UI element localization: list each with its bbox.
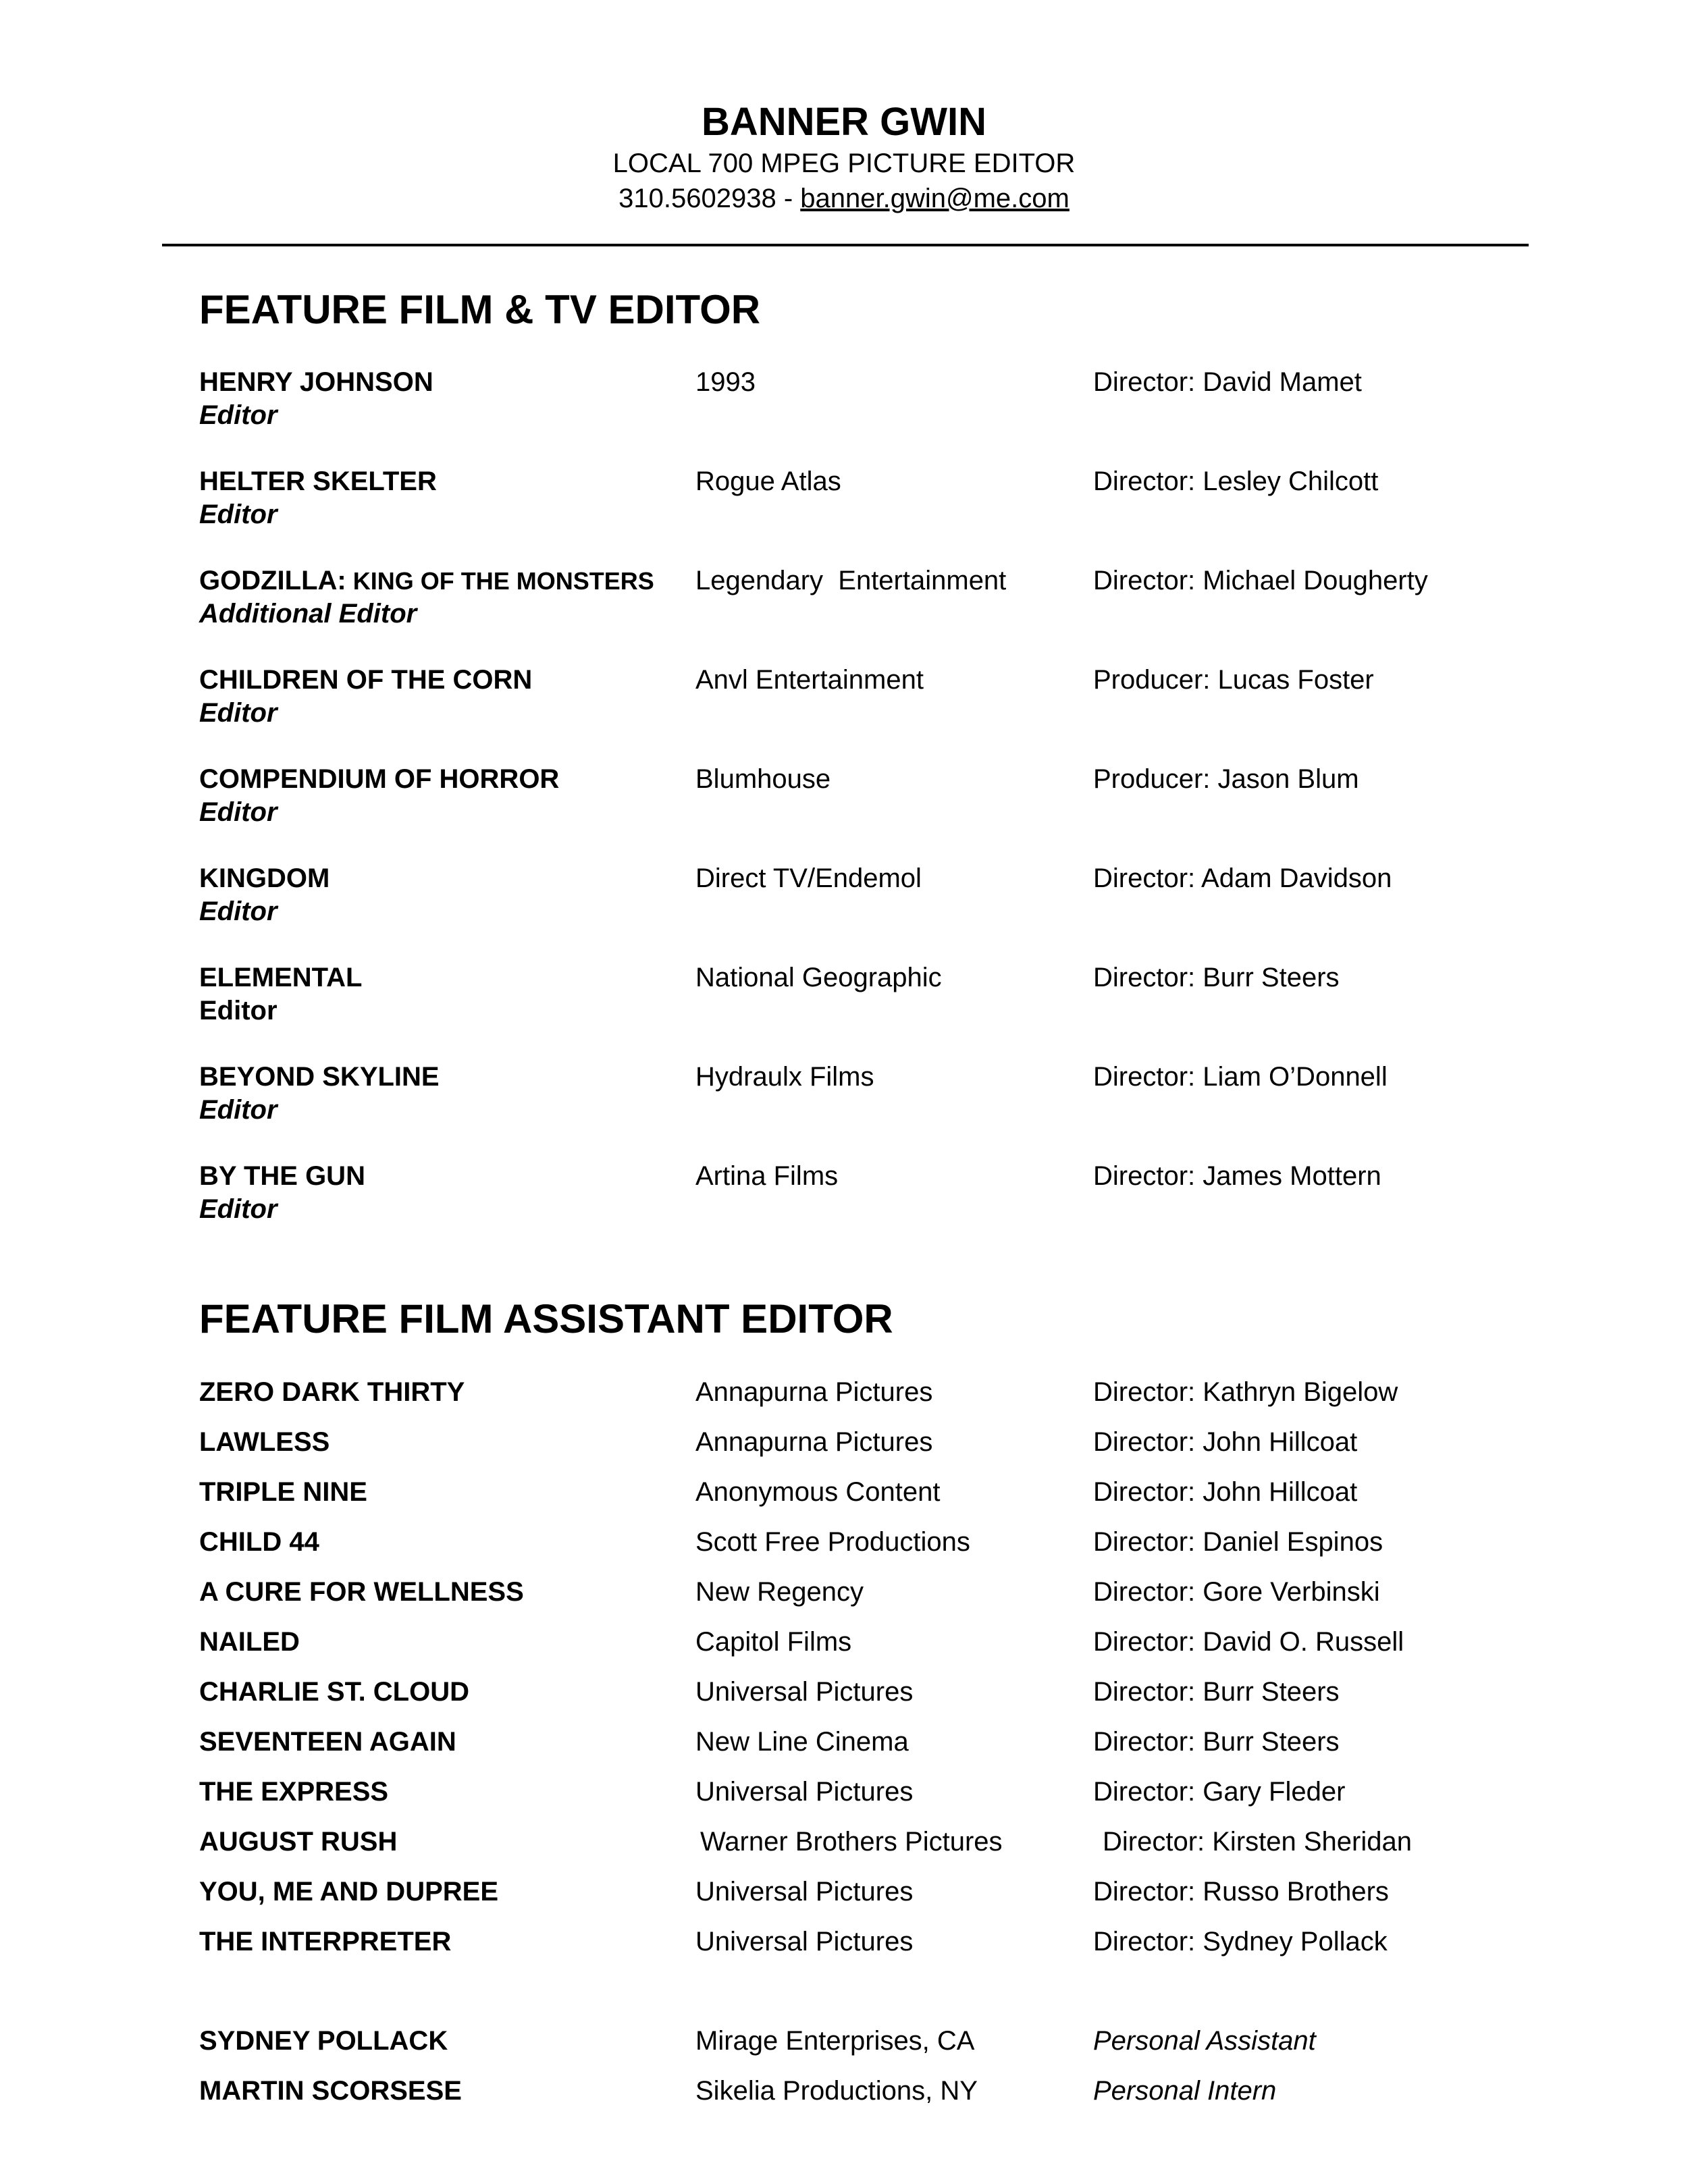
film-title: SEVENTEEN AGAIN xyxy=(199,1727,456,1757)
film-credit: Producer: Lucas Foster xyxy=(1093,665,1374,695)
editor-entry xyxy=(199,664,1516,738)
film-title: BY THE GUN xyxy=(199,1161,365,1191)
film-credit: Producer: Jason Blum xyxy=(1093,764,1359,794)
film-company: Anvl Entertainment xyxy=(695,665,924,695)
contact-line xyxy=(0,181,1688,216)
personal-row xyxy=(199,2073,1516,2108)
editor-entry xyxy=(199,763,1516,837)
employer-role: Personal Assistant xyxy=(1093,2026,1316,2056)
film-company: Annapurna Pictures xyxy=(695,1427,933,1457)
assistant-row xyxy=(199,1474,1516,1510)
film-title-main: GODZILLA: xyxy=(199,566,346,595)
film-credit: Director: Liam O’Donnell xyxy=(1093,1062,1388,1092)
film-credit: Director: Gore Verbinski xyxy=(1093,1577,1380,1607)
film-title: LAWLESS xyxy=(199,1427,330,1457)
section-title-editor: FEATURE FILM & TV EDITOR xyxy=(199,287,761,332)
film-company: Artina Films xyxy=(695,1161,839,1191)
assistant-row xyxy=(199,1924,1516,1959)
film-credit: Director: Daniel Espinos xyxy=(1093,1527,1383,1557)
film-company: Hydraulx Films xyxy=(695,1062,874,1092)
employer-company: Mirage Enterprises, CA xyxy=(695,2026,975,2056)
film-credit: Director: Adam Davidson xyxy=(1093,863,1392,893)
film-company: Anonymous Content xyxy=(695,1477,941,1507)
assistant-row xyxy=(199,1424,1516,1460)
applicant-subtitle: LOCAL 700 MPEG PICTURE EDITOR xyxy=(612,149,1076,178)
assistant-row xyxy=(199,1375,1516,1410)
email-link[interactable]: banner.gwin@me.com xyxy=(800,184,1070,213)
film-title: HENRY JOHNSON xyxy=(199,367,433,397)
film-title: THE EXPRESS xyxy=(199,1777,389,1807)
film-title: CHARLIE ST. CLOUD xyxy=(199,1677,469,1707)
film-credit: Director: James Mottern xyxy=(1093,1161,1381,1191)
film-company: New Line Cinema xyxy=(695,1727,909,1757)
editor-entry xyxy=(199,1160,1516,1234)
film-title: A CURE FOR WELLNESS xyxy=(199,1577,524,1607)
film-credit: Director: Michael Dougherty xyxy=(1093,566,1428,595)
assistant-row xyxy=(199,1624,1516,1659)
editor-entry xyxy=(199,1061,1516,1135)
editor-entry xyxy=(199,465,1516,539)
section-title-assistant: FEATURE FILM ASSISTANT EDITOR xyxy=(199,1296,893,1341)
film-credit: Director: David Mamet xyxy=(1093,367,1362,397)
editor-entry xyxy=(199,862,1516,936)
assistant-row xyxy=(199,1774,1516,1809)
film-company: Universal Pictures xyxy=(695,1677,914,1707)
film-title: TRIPLE NINE xyxy=(199,1477,367,1507)
film-credit: Director: John Hillcoat xyxy=(1093,1477,1358,1507)
applicant-name: BANNER GWIN xyxy=(701,100,987,144)
film-role: Editor xyxy=(199,897,278,926)
film-credit: Director: David O. Russell xyxy=(1093,1627,1404,1657)
film-company: Scott Free Productions xyxy=(695,1527,970,1557)
assistant-row xyxy=(199,1724,1516,1759)
film-credit: Director: Burr Steers xyxy=(1093,963,1340,992)
film-title: THE INTERPRETER xyxy=(199,1927,452,1956)
assistant-row xyxy=(199,1674,1516,1709)
employer-company: Sikelia Productions, NY xyxy=(695,2076,978,2106)
film-credit: Director: Kathryn Bigelow xyxy=(1093,1377,1398,1407)
film-company: Capitol Films xyxy=(695,1627,852,1657)
assistant-row xyxy=(199,1874,1516,1909)
film-credit: Director: John Hillcoat xyxy=(1093,1427,1358,1457)
film-role: Editor xyxy=(199,1095,278,1125)
film-credit: Director: Burr Steers xyxy=(1093,1727,1340,1757)
film-company: Blumhouse xyxy=(695,764,831,794)
film-company: Legendary Entertainment xyxy=(695,566,1007,595)
film-company: Rogue Atlas xyxy=(695,467,841,496)
editor-entry xyxy=(199,961,1516,1036)
employer-name: SYDNEY POLLACK xyxy=(199,2026,448,2056)
film-title: CHILDREN OF THE CORN xyxy=(199,665,533,695)
film-role: Editor xyxy=(199,797,278,827)
assistant-row xyxy=(199,1524,1516,1560)
film-role: Additional Editor xyxy=(199,599,417,629)
film-company: Direct TV/Endemol xyxy=(695,863,922,893)
film-company: Universal Pictures xyxy=(695,1927,914,1956)
film-credit: Director: Gary Fleder xyxy=(1093,1777,1346,1807)
personal-row xyxy=(199,2023,1516,2058)
film-company: 1993 xyxy=(695,367,756,397)
assistant-row xyxy=(199,1574,1516,1609)
assistant-row xyxy=(199,1824,1516,1859)
film-title: ZERO DARK THIRTY xyxy=(199,1377,465,1407)
film-company: National Geographic xyxy=(695,963,942,992)
film-title: YOU, ME AND DUPREE xyxy=(199,1877,499,1907)
resume-header xyxy=(0,99,1688,216)
film-role: Editor xyxy=(199,1194,278,1224)
film-title: ELEMENTAL xyxy=(199,963,363,992)
film-title: BEYOND SKYLINE xyxy=(199,1062,440,1092)
film-company: Universal Pictures xyxy=(695,1877,914,1907)
film-role: Editor xyxy=(199,400,278,430)
film-title: CHILD 44 xyxy=(199,1527,319,1557)
film-credit: Director: Lesley Chilcott xyxy=(1093,467,1379,496)
film-company: Annapurna Pictures xyxy=(695,1377,933,1407)
film-role: Editor xyxy=(199,500,278,529)
employer-role: Personal Intern xyxy=(1093,2076,1277,2106)
film-credit: Director: Kirsten Sheridan xyxy=(1103,1827,1412,1857)
film-title-rest: KING OF THE MONSTERS xyxy=(346,567,654,595)
film-title: AUGUST RUSH xyxy=(199,1827,398,1857)
film-role: Editor xyxy=(199,698,278,728)
editor-entry xyxy=(199,564,1516,639)
film-title: COMPENDIUM OF HORROR xyxy=(199,764,560,794)
film-title: HELTER SKELTER xyxy=(199,467,437,496)
film-credit: Director: Sydney Pollack xyxy=(1093,1927,1388,1956)
film-company: Warner Brothers Pictures xyxy=(700,1827,1003,1857)
film-company: New Regency xyxy=(695,1577,864,1607)
film-company: Universal Pictures xyxy=(695,1777,914,1807)
employer-name: MARTIN SCORSESE xyxy=(199,2076,462,2106)
film-title xyxy=(199,564,654,597)
header-divider xyxy=(162,244,1529,246)
phone-number: 310.5602938 - xyxy=(618,184,801,213)
film-title: KINGDOM xyxy=(199,863,330,893)
film-title: NAILED xyxy=(199,1627,300,1657)
editor-entry xyxy=(199,366,1516,440)
film-credit: Director: Russo Brothers xyxy=(1093,1877,1389,1907)
film-credit: Director: Burr Steers xyxy=(1093,1677,1340,1707)
film-role: Editor xyxy=(199,996,278,1026)
